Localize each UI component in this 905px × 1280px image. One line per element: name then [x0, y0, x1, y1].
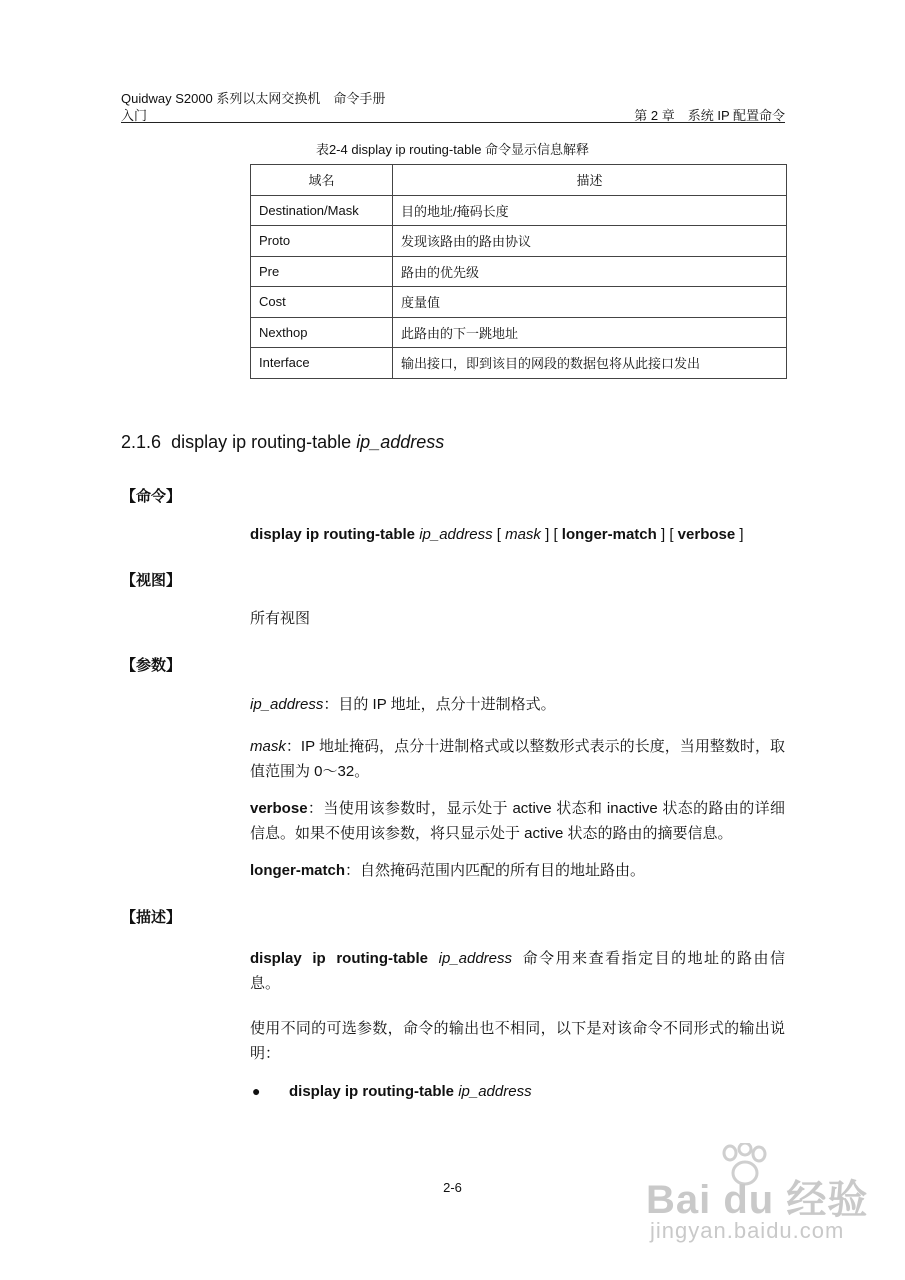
view-text: 所有视图: [250, 610, 311, 627]
desc-text: 命令用来查看指定目的地址的路由信息。: [250, 950, 785, 992]
param-name: longer-match: [250, 862, 346, 879]
table-header-description: 描述: [393, 165, 787, 196]
table-header-row: [251, 165, 787, 196]
desc-param: ip_address: [438, 950, 513, 967]
syntax-param-mask: mask: [505, 526, 541, 543]
table-cell-field: Proto: [251, 226, 393, 257]
bullet-icon: ●: [252, 1083, 261, 1099]
header-chapter-title: 第 2 章 系统 IP 配置命令: [634, 108, 785, 123]
section-title: display ip routing-table: [171, 432, 352, 452]
table-cell-field: Cost: [251, 287, 393, 318]
syntax-keyword-longer-match: longer-match: [561, 526, 657, 543]
param-verbose: [250, 796, 785, 846]
watermark-url: jingyan.baidu.com: [650, 1218, 845, 1243]
param-longer-match: [250, 858, 785, 883]
table-cell-description: 度量值: [393, 287, 787, 318]
command-syntax: [250, 522, 810, 547]
param-desc: ：自然掩码范围内匹配的所有目的地址路由。: [345, 862, 646, 879]
table-cell-description: 发现该路由的路由协议: [393, 226, 787, 257]
header-section-label: 入门: [121, 108, 148, 123]
description-label: 【描述】: [121, 909, 182, 926]
table-caption: 表2-4 display ip routing-table 命令显示信息解释: [315, 142, 590, 157]
param-desc: ：当使用该参数时，显示处于 active 状态和 inactive 状态的路由的详细信息。如果不使用该参数，将只显示处于 active 状态的路由的摘要信息。: [250, 800, 785, 842]
syntax-param-ip: ip_address: [419, 526, 493, 543]
syntax-keyword-verbose: verbose: [677, 526, 736, 543]
table-row: [251, 348, 787, 379]
section-title-param: ip_address: [356, 432, 445, 452]
param-name: mask: [250, 738, 286, 755]
param-desc: ：目的 IP 地址，点分十进制格式。: [323, 696, 556, 713]
table-row: [251, 226, 787, 257]
table-cell-description: 此路由的下一跳地址: [393, 317, 787, 348]
description-para-2: 使用不同的可选参数，命令的输出也不相同，以下是对该命令不同形式的输出说明：: [250, 1020, 785, 1062]
desc-command: display ip routing-table: [250, 950, 428, 967]
bullet-command: display ip routing-table: [289, 1083, 455, 1100]
table-cell-field: Pre: [251, 256, 393, 287]
view-label: 【视图】: [121, 572, 182, 589]
table-header-field: 域名: [251, 165, 393, 196]
param-desc: ：IP 地址掩码，点分十进制格式或以整数形式表示的长度，当用整数时，取值范围为 0～32。: [250, 738, 785, 780]
param-name: ip_address: [250, 696, 324, 713]
table-cell-description: 输出接口，即到该目的网段的数据包将从此接口发出: [393, 348, 787, 379]
header-manual-title: Quidway S2000 系列以太网交换机 命令手册: [121, 91, 386, 106]
table-cell-description: 路由的优先级: [393, 256, 787, 287]
section-number: 2.1.6: [121, 432, 162, 452]
table-row: [251, 195, 787, 226]
table-cell-field: Nexthop: [251, 317, 393, 348]
syntax-bracket: ] [: [660, 526, 674, 543]
bullet-item: [289, 1079, 824, 1104]
table-row: [251, 256, 787, 287]
syntax-bracket: ]: [739, 526, 744, 543]
header-divider: [121, 122, 785, 123]
description-para-1: [250, 946, 785, 996]
table-cell-field: Interface: [251, 348, 393, 379]
table-row: [251, 287, 787, 318]
routing-table-fields-table: [250, 164, 787, 379]
page-number: 2-6: [443, 1180, 462, 1195]
param-ip-address: [250, 692, 785, 717]
table-row: [251, 317, 787, 348]
syntax-bracket: ] [: [545, 526, 558, 543]
command-label: 【命令】: [121, 488, 182, 505]
param-mask: [250, 734, 785, 784]
watermark-brand: Bai du 经验: [646, 1178, 869, 1222]
section-heading: [121, 432, 444, 453]
table-cell-description: 目的地址/掩码长度: [393, 195, 787, 226]
syntax-bracket: [: [496, 526, 501, 543]
table-cell-field: Destination/Mask: [251, 195, 393, 226]
params-label: 【参数】: [121, 657, 182, 674]
bullet-param: ip_address: [458, 1083, 532, 1100]
param-name: verbose: [250, 800, 308, 817]
syntax-command: display ip routing-table: [250, 526, 416, 543]
